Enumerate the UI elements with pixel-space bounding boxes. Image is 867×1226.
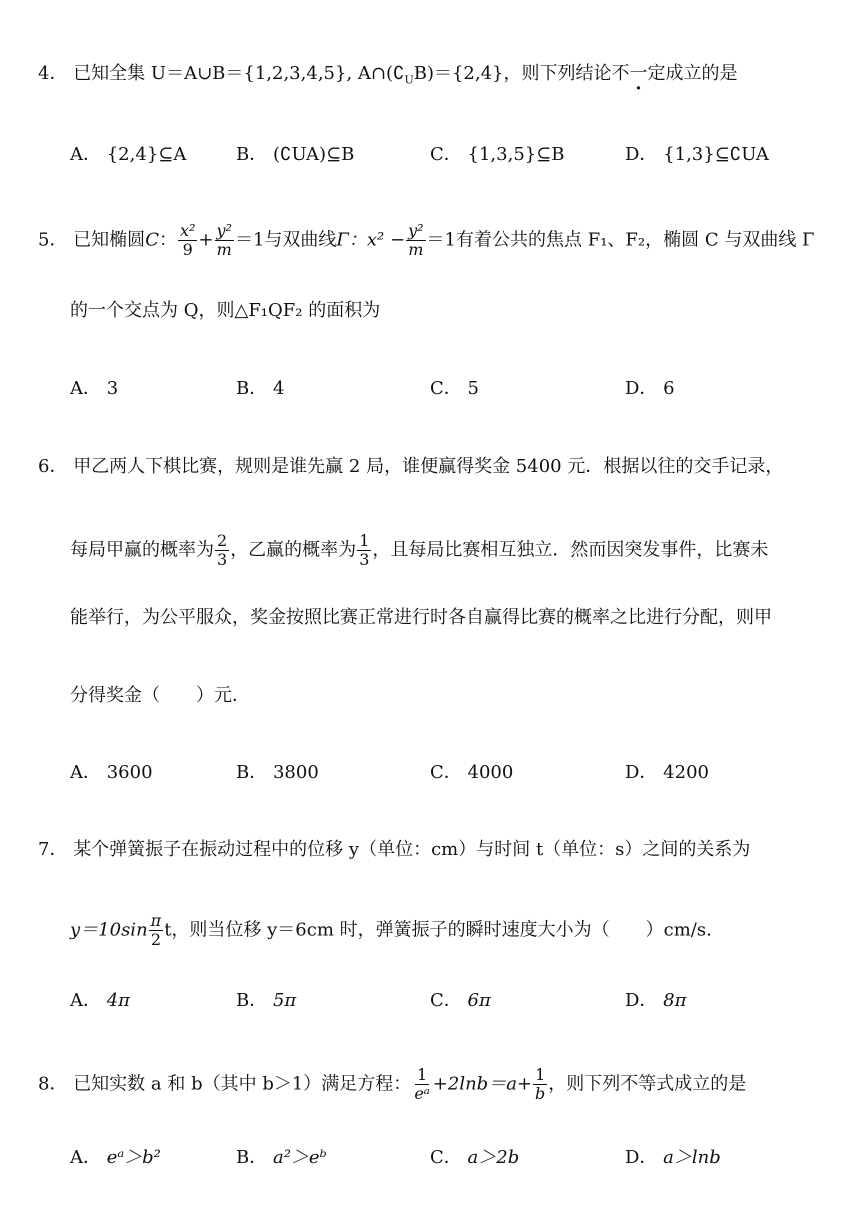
question-8-stem [38,1066,746,1103]
question-text: 甲乙两人下棋比赛，规则是谁先赢 2 局，谁便赢得奖金 5400 元．根据以往的交手记录， [73,456,784,477]
question-number: 4． [38,63,68,84]
option-a[interactable]: A． 4π [70,990,131,1011]
math-var: C [145,229,159,251]
option-c[interactable]: C． 4000 [430,762,514,783]
question-text: 成立的是 [665,63,738,84]
option-label: A． [70,144,101,165]
math-text: Γ：x² − [336,229,406,251]
question-6-line4: 分得奖金（ ）元． [70,685,250,706]
option-b[interactable]: B． 5π [236,990,297,1011]
option-d[interactable]: D． 6 [625,378,675,399]
question-number: 7． [38,839,68,860]
option-b[interactable]: B． 4 [236,378,285,399]
option-d[interactable]: D． 4200 [625,762,709,783]
question-text: B)＝{2,4}，则下列结论 [413,63,612,84]
question-4-stem [38,62,738,93]
question-8-options [0,1146,867,1174]
option-d[interactable]: D． 8π [625,990,687,1011]
question-5-line2: 的一个交点为 Q，则△F₁QF₂ 的面积为 [70,300,381,321]
option-b[interactable] [236,143,354,167]
option-b[interactable]: B． 3800 [236,762,319,783]
question-7-stem [38,838,750,862]
question-6-options [0,761,867,789]
option-c[interactable]: C． 6π [430,990,491,1011]
fraction: $\frac{2}{3}$ [217,531,228,569]
option-c[interactable]: C． 5 [430,378,479,399]
option-text: {1,3}⊆∁UA [663,144,769,165]
question-6-line3: 能举行，为公平服众，奖金按照比赛正常进行时各自赢得比赛的概率之比进行分配，则甲 [70,607,772,628]
option-b[interactable]: B． a²＞eᵇ [236,1147,327,1168]
option-c[interactable]: C． a＞2b [430,1147,520,1168]
question-text: 已知全集 U＝A∪B＝{1,2,3,4,5}, A∩(∁ [73,63,405,84]
option-text: (∁UA)⊆B [272,144,355,165]
question-text: ＝1有着公共的焦点 F₁、F₂，椭圆 C 与双曲线 Γ [426,229,815,251]
question-text: ，则下列不等式成立的是 [548,1073,747,1095]
question-text: 已知实数 a 和 b（其中 b＞1）满足方程： [73,1073,412,1095]
fraction: $\frac{1}{\text{eᵃ}}$ [414,1065,430,1103]
question-5-stem: 5． 已知椭圆C： $\frac{\text{x²}}{9}$ + $\frac{\text{y²}}{m}$ ＝1与双曲线Γ：x² − $\frac{\text{y²}}{m}$ ＝1有着公共的焦点 F₁、F₂，椭圆 C 与双曲线 Γ [38,221,815,259]
question-6-line2: 每局甲赢的概率为 $\frac{2}{3}$ ，乙赢的概率为 $\frac{1}{3}$ ，且每局比赛相互独立．然而因突发事件，比赛未 [70,531,769,569]
fraction: $\frac{1}{b}$ [535,1065,546,1103]
fraction: $\frac{\text{y²}}{m}$ [216,221,232,259]
question-7-line2: y＝10sin $\frac{\pi}{2}$ t，则当位移 y＝6cm 时，弹簧振子的瞬时速度大小为（ ）cm/s. [70,911,712,949]
option-text: {1,3,5}⊆B [467,144,565,165]
fraction: $\frac{\text{y²}}{m}$ [408,221,424,259]
question-number: 6． [38,456,68,477]
option-d[interactable] [625,143,769,167]
fraction: $\frac{\pi}{2}$ [150,911,162,949]
question-5-options [0,377,867,405]
option-c[interactable] [430,143,565,167]
question-number: 8． [38,1073,68,1095]
fraction: $\frac{\text{x²}}{9}$ [179,221,196,259]
option-a[interactable]: A． 3 [70,378,119,399]
option-label: B． [236,144,268,165]
option-label: D． [625,144,658,165]
option-text: {2,4}⊆A [106,144,187,165]
question-number: 5． [38,229,68,251]
option-a[interactable] [70,143,186,167]
fraction: $\frac{1}{3}$ [359,531,370,569]
question-text: 某个弹簧振子在振动过程中的位移 y（单位：cm）与时间 t（单位：s）之间的关系为 [73,839,751,860]
question-6-stem [38,455,783,479]
question-4-options [0,143,867,171]
option-label: C． [430,144,462,165]
math-text: +2lnb＝a+ [432,1073,533,1095]
emphasis-text: 不一定 [611,63,666,84]
option-d[interactable]: D． a＞lnb [625,1147,721,1168]
math-text: ＝1 [234,229,265,251]
subscript: U [404,73,414,87]
question-text: 与双曲线 [264,229,337,251]
option-a[interactable]: A． 3600 [70,762,153,783]
option-a[interactable]: A． eᵃ＞b² [70,1147,161,1168]
question-7-options [0,989,867,1017]
question-text: 已知椭圆 [73,229,146,251]
